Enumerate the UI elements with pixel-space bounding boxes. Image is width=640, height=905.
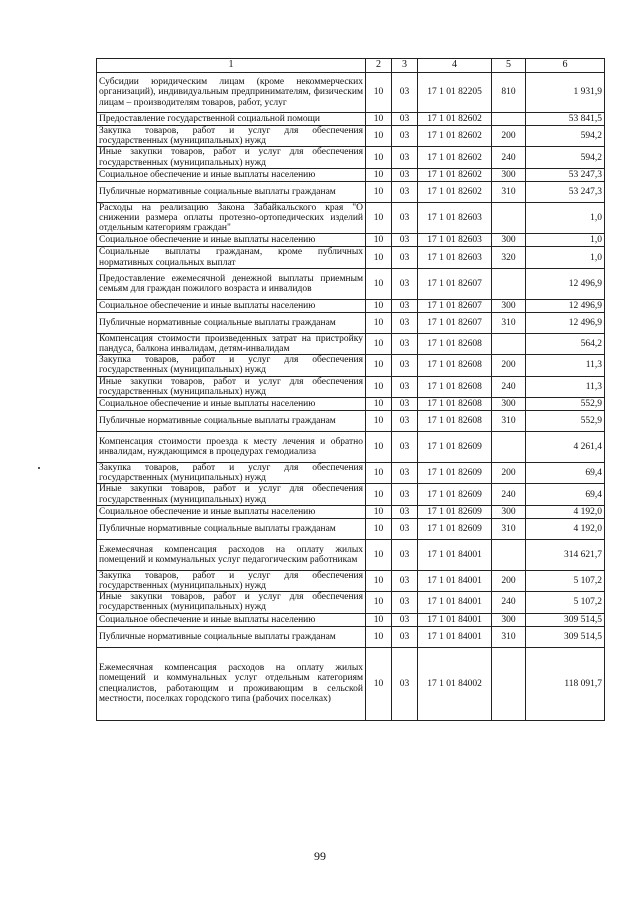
row-expense-type-cell: 300 [492,505,526,518]
table-row [97,113,605,126]
row-subsection-cell: 03 [392,312,418,333]
table-row [97,333,605,354]
row-subsection-cell: 03 [392,613,418,626]
row-subsection-cell: 03 [392,647,418,720]
table-row [97,126,605,147]
row-expense-type-cell [492,647,526,720]
row-name-cell: Закупка товаров, работ и услуг для обеспечения государственных (муниципальных) нужд [97,463,366,484]
table-row [97,411,605,432]
row-target-article-cell: 17 1 01 82603 [418,234,492,247]
row-target-article-cell: 17 1 01 82608 [418,376,492,397]
header-col-1: 1 [97,59,366,73]
table-row [97,626,605,647]
row-target-article-cell: 17 1 01 82607 [418,312,492,333]
row-subsection-cell: 03 [392,168,418,181]
table-row [97,432,605,463]
row-amount-cell: 594,2 [526,126,605,147]
row-amount-cell: 11,3 [526,376,605,397]
table-row [97,539,605,570]
row-section-cell: 10 [366,126,392,147]
table-row [97,518,605,539]
row-name-cell: Иные закупки товаров, работ и услуг для обеспечения государственных (муниципальных) нужд [97,147,366,168]
row-target-article-cell: 17 1 01 84001 [418,539,492,570]
row-name-cell: Иные закупки товаров, работ и услуг для обеспечения государственных (муниципальных) нужд [97,592,366,613]
row-section-cell: 10 [366,398,392,411]
table-row [97,398,605,411]
row-name-cell: Компенсация стоимости произведенных затрат на пристройку пандуса, балкона инвалидам, детям-инвалидам [97,333,366,354]
row-target-article-cell: 17 1 01 82609 [418,518,492,539]
row-target-article-cell: 17 1 01 82608 [418,355,492,376]
row-amount-cell: 118 091,7 [526,647,605,720]
table-row [97,376,605,397]
row-expense-type-cell [492,333,526,354]
row-name-cell: Ежемесячная компенсация расходов на оплату жилых помещений и коммунальных услуг отдельным категориям специалистов, работающим и проживающим в сельской местности, поселках городского типа (рабочих поселках) [97,647,366,720]
row-section-cell: 10 [366,539,392,570]
table-row [97,613,605,626]
row-target-article-cell: 17 1 01 82608 [418,411,492,432]
row-name-cell: Публичные нормативные социальные выплаты гражданам [97,181,366,202]
row-name-cell: Публичные нормативные социальные выплаты гражданам [97,518,366,539]
row-subsection-cell: 03 [392,113,418,126]
table-row [97,299,605,312]
row-section-cell: 10 [366,333,392,354]
row-subsection-cell: 03 [392,626,418,647]
table-row [97,147,605,168]
row-section-cell: 10 [366,268,392,299]
row-name-cell: Закупка товаров, работ и услуг для обеспечения государственных (муниципальных) нужд [97,126,366,147]
row-expense-type-cell [492,268,526,299]
row-target-article-cell: 17 1 01 82609 [418,432,492,463]
row-target-article-cell: 17 1 01 82602 [418,181,492,202]
table-row [97,73,605,113]
row-name-cell: Ежемесячная компенсация расходов на оплату жилых помещений и коммунальных услуг педагогическим работникам [97,539,366,570]
row-target-article-cell: 17 1 01 84001 [418,570,492,591]
row-subsection-cell: 03 [392,539,418,570]
table-row [97,484,605,505]
row-target-article-cell: 17 1 01 82602 [418,147,492,168]
header-col-5: 5 [492,59,526,73]
table-row [97,592,605,613]
row-section-cell: 10 [366,299,392,312]
row-target-article-cell: 17 1 01 82609 [418,463,492,484]
table-row [97,647,605,720]
row-section-cell: 10 [366,647,392,720]
row-name-cell: Предоставление государственной социальной помощи [97,113,366,126]
page-number: 99 [314,849,326,863]
row-section-cell: 10 [366,613,392,626]
row-amount-cell: 309 514,5 [526,613,605,626]
row-subsection-cell: 03 [392,147,418,168]
header-col-4: 4 [418,59,492,73]
row-name-cell: Социальное обеспечение и иные выплаты населению [97,299,366,312]
row-subsection-cell: 03 [392,592,418,613]
row-amount-cell: 564,2 [526,333,605,354]
row-section-cell: 10 [366,376,392,397]
row-subsection-cell: 03 [392,181,418,202]
row-target-article-cell: 17 1 01 82609 [418,505,492,518]
row-target-article-cell: 17 1 01 82609 [418,484,492,505]
row-name-cell: Социальное обеспечение и иные выплаты населению [97,505,366,518]
row-target-article-cell: 17 1 01 82603 [418,202,492,234]
row-section-cell: 10 [366,505,392,518]
row-amount-cell: 314 621,7 [526,539,605,570]
row-subsection-cell: 03 [392,398,418,411]
row-name-cell: Социальные выплаты гражданам, кроме публичных нормативных социальных выплат [97,247,366,268]
row-name-cell: Субсидии юридическим лицам (кроме некоммерческих организаций), индивидуальным предпринимателям, физическим лицам – производителям товаров, работ, услуг [97,73,366,113]
table-row [97,234,605,247]
row-expense-type-cell [492,113,526,126]
row-subsection-cell: 03 [392,411,418,432]
budget-table [96,58,605,721]
row-target-article-cell: 17 1 01 82608 [418,333,492,354]
row-amount-cell: 69,4 [526,484,605,505]
row-subsection-cell: 03 [392,234,418,247]
row-expense-type-cell: 240 [492,147,526,168]
row-target-article-cell: 17 1 01 82603 [418,247,492,268]
row-subsection-cell: 03 [392,484,418,505]
row-target-article-cell: 17 1 01 82608 [418,398,492,411]
row-expense-type-cell: 240 [492,484,526,505]
row-amount-cell: 12 496,9 [526,268,605,299]
row-expense-type-cell: 810 [492,73,526,113]
row-section-cell: 10 [366,626,392,647]
row-subsection-cell: 03 [392,247,418,268]
row-target-article-cell: 17 1 01 82607 [418,268,492,299]
row-expense-type-cell: 200 [492,355,526,376]
row-section-cell: 10 [366,181,392,202]
row-name-cell: Закупка товаров, работ и услуг для обеспечения государственных (муниципальных) нужд [97,355,366,376]
row-amount-cell: 1,0 [526,234,605,247]
row-expense-type-cell: 300 [492,168,526,181]
table-row [97,355,605,376]
row-section-cell: 10 [366,592,392,613]
row-expense-type-cell [492,539,526,570]
row-expense-type-cell: 300 [492,234,526,247]
row-section-cell: 10 [366,113,392,126]
table-row [97,505,605,518]
row-amount-cell: 53 247,3 [526,181,605,202]
row-amount-cell: 1 931,9 [526,73,605,113]
row-amount-cell: 5 107,2 [526,592,605,613]
row-expense-type-cell: 200 [492,463,526,484]
row-section-cell: 10 [366,484,392,505]
row-amount-cell: 1,0 [526,247,605,268]
row-amount-cell: 12 496,9 [526,312,605,333]
row-section-cell: 10 [366,247,392,268]
row-expense-type-cell: 300 [492,613,526,626]
row-section-cell: 10 [366,202,392,234]
row-subsection-cell: 03 [392,126,418,147]
row-target-article-cell: 17 1 01 82602 [418,126,492,147]
row-expense-type-cell [492,432,526,463]
scan-speck [38,467,40,469]
row-target-article-cell: 17 1 01 84001 [418,613,492,626]
row-section-cell: 10 [366,570,392,591]
row-name-cell: Компенсация стоимости проезда к месту лечения и обратно инвалидам, нуждающимся в процедурах гемодиализа [97,432,366,463]
row-name-cell: Иные закупки товаров, работ и услуг для обеспечения государственных (муниципальных) нужд [97,484,366,505]
row-section-cell: 10 [366,234,392,247]
row-amount-cell: 1,0 [526,202,605,234]
row-expense-type-cell: 300 [492,299,526,312]
row-section-cell: 10 [366,432,392,463]
row-target-article-cell: 17 1 01 84001 [418,626,492,647]
row-subsection-cell: 03 [392,202,418,234]
table-row [97,168,605,181]
row-section-cell: 10 [366,312,392,333]
row-subsection-cell: 03 [392,570,418,591]
row-name-cell: Расходы на реализацию Закона Забайкальского края "О снижении размера оплаты протезно-ортопедических изделий отдельным категориям граждан" [97,202,366,234]
row-subsection-cell: 03 [392,268,418,299]
row-name-cell: Социальное обеспечение и иные выплаты населению [97,613,366,626]
table-row [97,463,605,484]
row-amount-cell: 552,9 [526,398,605,411]
row-expense-type-cell: 320 [492,247,526,268]
table-row [97,312,605,333]
row-section-cell: 10 [366,518,392,539]
table-row [97,202,605,234]
row-name-cell: Иные закупки товаров, работ и услуг для обеспечения государственных (муниципальных) нужд [97,376,366,397]
row-name-cell: Социальное обеспечение и иные выплаты населению [97,168,366,181]
row-section-cell: 10 [366,73,392,113]
table-header-row [97,59,605,73]
row-expense-type-cell: 310 [492,626,526,647]
row-subsection-cell: 03 [392,432,418,463]
row-subsection-cell: 03 [392,355,418,376]
row-expense-type-cell: 310 [492,312,526,333]
row-amount-cell: 552,9 [526,411,605,432]
row-name-cell: Публичные нормативные социальные выплаты гражданам [97,411,366,432]
row-amount-cell: 53 841,5 [526,113,605,126]
table-row [97,247,605,268]
row-name-cell: Предоставление ежемесячной денежной выплаты приемным семьям для граждан пожилого возраста и инвалидов [97,268,366,299]
table-row [97,268,605,299]
row-subsection-cell: 03 [392,73,418,113]
header-col-2: 2 [366,59,392,73]
row-subsection-cell: 03 [392,505,418,518]
row-amount-cell: 69,4 [526,463,605,484]
row-subsection-cell: 03 [392,299,418,312]
row-name-cell: Закупка товаров, работ и услуг для обеспечения государственных (муниципальных) нужд [97,570,366,591]
table-row [97,570,605,591]
row-subsection-cell: 03 [392,333,418,354]
header-col-3: 3 [392,59,418,73]
table-row [97,181,605,202]
row-expense-type-cell: 300 [492,398,526,411]
row-section-cell: 10 [366,168,392,181]
header-col-6: 6 [526,59,605,73]
row-section-cell: 10 [366,147,392,168]
row-expense-type-cell: 200 [492,570,526,591]
row-section-cell: 10 [366,355,392,376]
row-amount-cell: 11,3 [526,355,605,376]
row-expense-type-cell: 310 [492,518,526,539]
row-target-article-cell: 17 1 01 82602 [418,168,492,181]
row-amount-cell: 4 261,4 [526,432,605,463]
row-amount-cell: 309 514,5 [526,626,605,647]
row-target-article-cell: 17 1 01 82602 [418,113,492,126]
row-amount-cell: 12 496,9 [526,299,605,312]
row-expense-type-cell: 240 [492,376,526,397]
row-target-article-cell: 17 1 01 82607 [418,299,492,312]
row-name-cell: Публичные нормативные социальные выплаты гражданам [97,626,366,647]
row-section-cell: 10 [366,411,392,432]
row-subsection-cell: 03 [392,518,418,539]
row-amount-cell: 4 192,0 [526,505,605,518]
row-amount-cell: 5 107,2 [526,570,605,591]
row-amount-cell: 4 192,0 [526,518,605,539]
row-section-cell: 10 [366,463,392,484]
row-name-cell: Публичные нормативные социальные выплаты гражданам [97,312,366,333]
row-target-article-cell: 17 1 01 82205 [418,73,492,113]
row-name-cell: Социальное обеспечение и иные выплаты населению [97,234,366,247]
row-expense-type-cell: 310 [492,411,526,432]
row-subsection-cell: 03 [392,376,418,397]
row-name-cell: Социальное обеспечение и иные выплаты населению [97,398,366,411]
row-subsection-cell: 03 [392,463,418,484]
row-amount-cell: 594,2 [526,147,605,168]
row-amount-cell: 53 247,3 [526,168,605,181]
row-target-article-cell: 17 1 01 84001 [418,592,492,613]
row-expense-type-cell: 310 [492,181,526,202]
row-expense-type-cell [492,202,526,234]
row-expense-type-cell: 200 [492,126,526,147]
row-target-article-cell: 17 1 01 84002 [418,647,492,720]
row-expense-type-cell: 240 [492,592,526,613]
